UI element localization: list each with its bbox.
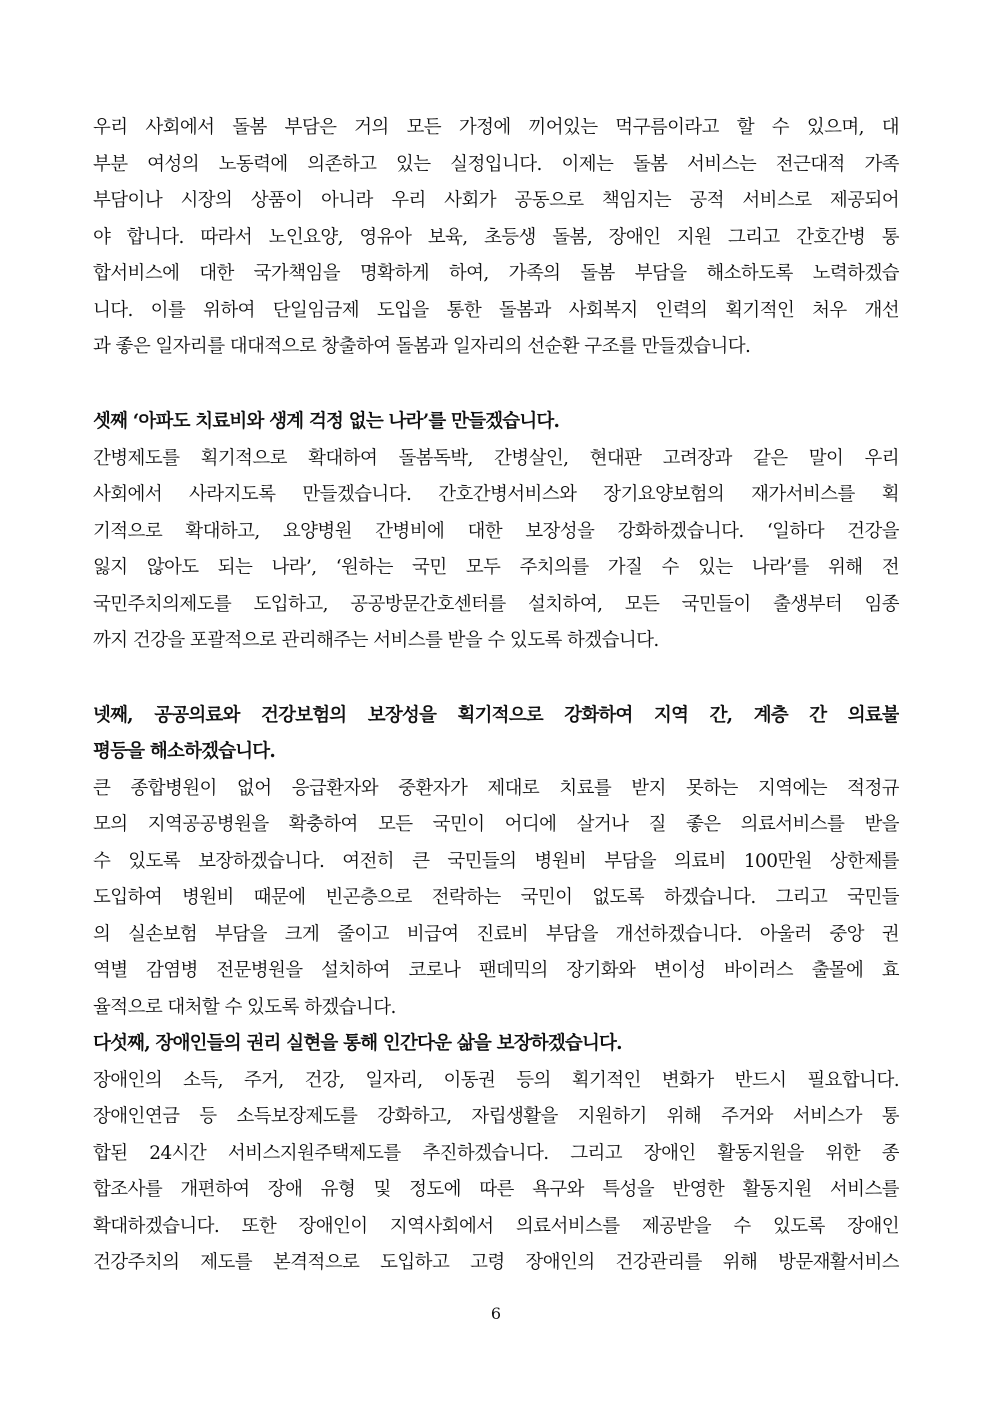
paragraph-line: 합된 24시간 서비스지원주택제도를 추진하겠습니다. 그리고 장애인 활동지원을 위한 종 [93,1143,899,1164]
paragraph-line: 확대하겠습니다. 또한 장애인이 지역사회에서 의료서비스를 제공받을 수 있도록 장애인 [93,1216,899,1237]
paragraph-line: 국민주치의제도를 도입하고, 공공방문간호센터를 설치하여, 모든 국민들이 출생부터 임종 [93,594,899,615]
paragraph-line: 기적으로 확대하고, 요양병원 간병비에 대한 보장성을 강화하겠습니다. ‘일하다 건강을 [93,521,899,542]
paragraph-line: 장애인의 소득, 주거, 건강, 일자리, 이동권 등의 획기적인 변화가 반드시 필요합니다. [93,1070,899,1091]
paragraph-line: 합서비스에 대한 국가책임을 명확하게 하여, 가족의 돌봄 부담을 해소하도록 노력하겠습 [93,263,899,284]
paragraph-line: 모의 지역공공병원을 확충하여 모든 국민이 어디에 살거나 질 좋은 의료서비스를 받을 [93,814,899,835]
page-number: 6 [490,1304,502,1323]
paragraph-line: 큰 종합병원이 없어 응급환자와 중환자가 제대로 치료를 받지 못하는 지역에는 적정규 [93,778,899,799]
paragraph-line: 부담이나 시장의 상품이 아니라 우리 사회가 공동으로 책임지는 공적 서비스로 제공되어 [93,190,899,211]
paragraph-line: 율적으로 대처할 수 있도록 하겠습니다. [93,997,396,1018]
paragraph-line: 간병제도를 획기적으로 확대하여 돌봄독박, 간병살인, 현대판 고려장과 같은 말이 우리 [93,448,899,469]
paragraph-line: 의 실손보험 부담을 크게 줄이고 비급여 진료비 부담을 개선하겠습니다. 아울러 중앙 권 [93,924,899,945]
paragraph-line: 합조사를 개편하여 장애 유형 및 정도에 따른 욕구와 특성을 반영한 활동지원 서비스를 [93,1179,899,1200]
section-heading: 다섯째, 장애인들의 권리 실현을 통해 인간다운 삶을 보장하겠습니다. [93,1033,622,1054]
section-heading: 평등을 해소하겠습니다. [93,741,275,762]
section-heading: 넷째, 공공의료와 건강보험의 보장성을 획기적으로 강화하여 지역 간, 계층 간 의료불 [93,705,899,726]
paragraph-line: 건강주치의 제도를 본격적으로 도입하고 고령 장애인의 건강관리를 위해 방문재활서비스 [93,1252,899,1273]
paragraph-line: 니다. 이를 위하여 단일임금제 도입을 통한 돌봄과 사회복지 인력의 획기적인 처우 개선 [93,300,899,321]
paragraph-line: 우리 사회에서 돌봄 부담은 거의 모든 가정에 끼어있는 먹구름이라고 할 수 있으며, 대 [93,117,899,138]
paragraph-line: 과 좋은 일자리를 대대적으로 창출하여 돌봄과 일자리의 선순환 구조를 만들겠습니다. [93,336,751,357]
section-heading: 셋째 ‘아파도 치료비와 생계 걱정 없는 나라’를 만들겠습니다. [93,411,560,432]
paragraph-line: 잃지 않아도 되는 나라’, ‘원하는 국민 모두 주치의를 가질 수 있는 나라’를 위해 전 [93,557,899,578]
paragraph-line: 수 있도록 보장하겠습니다. 여전히 큰 국민들의 병원비 부담을 의료비 100만원 상한제를 [93,851,899,872]
paragraph-line: 사회에서 사라지도록 만들겠습니다. 간호간병서비스와 장기요양보험의 재가서비스를 획 [93,484,899,505]
paragraph-line: 도입하여 병원비 때문에 빈곤층으로 전락하는 국민이 없도록 하겠습니다. 그리고 국민들 [93,887,899,908]
paragraph-line: 부분 여성의 노동력에 의존하고 있는 실정입니다. 이제는 돌봄 서비스는 전근대적 가족 [93,154,899,175]
paragraph-line: 역별 감염병 전문병원을 설치하여 코로나 팬데믹의 장기화와 변이성 바이러스 출몰에 효 [93,960,899,981]
paragraph-line: 장애인연금 등 소득보장제도를 강화하고, 자립생활을 지원하기 위해 주거와 서비스가 통 [93,1106,899,1127]
paragraph-line: 야 합니다. 따라서 노인요양, 영유아 보육, 초등생 돌봄, 장애인 지원 그리고 간호간병 통 [93,227,899,248]
paragraph-line: 까지 건강을 포괄적으로 관리해주는 서비스를 받을 수 있도록 하겠습니다. [93,630,659,651]
